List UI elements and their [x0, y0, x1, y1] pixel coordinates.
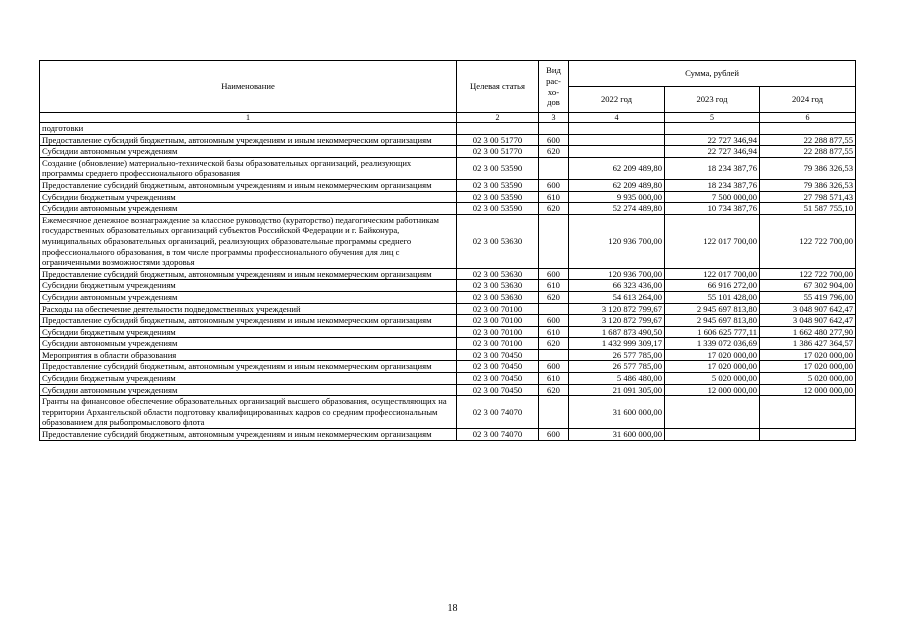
row-sum-2024: 55 419 796,00 [760, 291, 856, 303]
table-row [40, 203, 856, 215]
row-target-article: 02 3 00 53630 [457, 280, 539, 292]
column-index: 2 [457, 113, 539, 123]
table-row [40, 280, 856, 292]
row-target-article: 02 3 00 74070 [457, 429, 539, 441]
row-target-article: 02 3 00 70100 [457, 326, 539, 338]
row-sum-2024 [760, 396, 856, 429]
row-sum-2024: 27 798 571,43 [760, 191, 856, 203]
header-target-article: Целевая статья [457, 61, 539, 113]
row-sum-2024: 3 048 907 642,47 [760, 303, 856, 315]
row-target-article: 02 3 00 70100 [457, 315, 539, 327]
row-sum-2022: 9 935 000,00 [569, 191, 665, 203]
row-sum-2023: 18 234 387,76 [665, 179, 760, 191]
row-expense-type: 600 [539, 134, 569, 146]
row-target-article: 02 3 00 70100 [457, 338, 539, 350]
row-sum-2024: 22 288 877,55 [760, 146, 856, 158]
row-sum-2023: 10 734 387,76 [665, 203, 760, 215]
row-expense-type [539, 123, 569, 135]
row-expense-type [539, 303, 569, 315]
row-name: Субсидии бюджетным учреждениям [40, 280, 457, 292]
row-expense-type: 620 [539, 384, 569, 396]
row-name: Субсидии автономным учреждениям [40, 203, 457, 215]
column-index: 1 [40, 113, 457, 123]
row-sum-2023: 2 945 697 813,80 [665, 315, 760, 327]
row-expense-type: 610 [539, 191, 569, 203]
row-sum-2024: 79 386 326,53 [760, 157, 856, 179]
table-row [40, 303, 856, 315]
row-sum-2022: 26 577 785,00 [569, 349, 665, 361]
page-number: 18 [447, 603, 458, 614]
row-expense-type [539, 214, 569, 268]
row-name: Предоставление субсидий бюджетным, автономным учреждениям и иным некоммерческим организациям [40, 268, 457, 280]
row-expense-type: 600 [539, 268, 569, 280]
table-row [40, 338, 856, 350]
row-sum-2022: 120 936 700,00 [569, 214, 665, 268]
row-name: Расходы на обеспечение деятельности подведомственных учреждений [40, 303, 457, 315]
row-sum-2022: 21 091 305,00 [569, 384, 665, 396]
row-sum-2024: 3 048 907 642,47 [760, 315, 856, 327]
column-index: 6 [760, 113, 856, 123]
row-sum-2022: 120 936 700,00 [569, 268, 665, 280]
row-sum-2023: 2 945 697 813,80 [665, 303, 760, 315]
header-sum: Сумма, рублей [569, 61, 856, 87]
row-name: Субсидии бюджетным учреждениям [40, 191, 457, 203]
row-target-article: 02 3 00 70450 [457, 361, 539, 373]
row-target-article: 02 3 00 70450 [457, 349, 539, 361]
row-name: Предоставление субсидий бюджетным, автономным учреждениям и иным некоммерческим организациям [40, 315, 457, 327]
row-sum-2024: 17 020 000,00 [760, 349, 856, 361]
row-target-article [457, 123, 539, 135]
row-expense-type: 610 [539, 373, 569, 385]
row-sum-2022: 62 209 489,80 [569, 157, 665, 179]
row-sum-2024: 122 722 700,00 [760, 214, 856, 268]
header-expense-type: Вид рас- хо- дов [539, 61, 569, 113]
table-row [40, 191, 856, 203]
column-index: 5 [665, 113, 760, 123]
row-name: Субсидии автономным учреждениям [40, 146, 457, 158]
row-target-article: 02 3 00 70450 [457, 373, 539, 385]
row-expense-type: 610 [539, 326, 569, 338]
row-sum-2024 [760, 429, 856, 441]
row-expense-type: 620 [539, 146, 569, 158]
row-sum-2023: 122 017 700,00 [665, 268, 760, 280]
row-sum-2024: 22 288 877,55 [760, 134, 856, 146]
row-sum-2022: 1 432 999 309,17 [569, 338, 665, 350]
row-sum-2024: 1 386 427 364,57 [760, 338, 856, 350]
row-sum-2022: 1 687 873 490,50 [569, 326, 665, 338]
row-sum-2023: 5 020 000,00 [665, 373, 760, 385]
header-year-2023: 2023 год [665, 87, 760, 113]
row-sum-2024: 51 587 755,10 [760, 203, 856, 215]
row-sum-2023: 1 339 072 036,69 [665, 338, 760, 350]
row-name: Мероприятия в области образования [40, 349, 457, 361]
column-index-row [40, 113, 856, 123]
column-index: 4 [569, 113, 665, 123]
row-sum-2024: 79 386 326,53 [760, 179, 856, 191]
row-sum-2023: 55 101 428,00 [665, 291, 760, 303]
row-name: Субсидии автономным учреждениям [40, 384, 457, 396]
table-row [40, 268, 856, 280]
table-row [40, 361, 856, 373]
row-sum-2022: 31 600 000,00 [569, 429, 665, 441]
row-expense-type: 600 [539, 315, 569, 327]
table-row [40, 384, 856, 396]
row-sum-2022: 66 323 436,00 [569, 280, 665, 292]
header-year-2022: 2022 год [569, 87, 665, 113]
row-sum-2024: 122 722 700,00 [760, 268, 856, 280]
row-sum-2024: 5 020 000,00 [760, 373, 856, 385]
row-expense-type: 600 [539, 179, 569, 191]
row-sum-2023: 22 727 346,94 [665, 134, 760, 146]
row-target-article: 02 3 00 53630 [457, 291, 539, 303]
column-index: 3 [539, 113, 569, 123]
table-row [40, 123, 856, 135]
row-target-article: 02 3 00 53590 [457, 203, 539, 215]
table-row [40, 315, 856, 327]
row-sum-2024: 67 302 904,00 [760, 280, 856, 292]
row-name: Субсидии бюджетным учреждениям [40, 373, 457, 385]
row-sum-2024: 17 020 000,00 [760, 361, 856, 373]
row-expense-type: 620 [539, 291, 569, 303]
header-year-2024: 2024 год [760, 87, 856, 113]
row-name: Субсидии автономным учреждениям [40, 291, 457, 303]
row-target-article: 02 3 00 70100 [457, 303, 539, 315]
row-sum-2024: 1 662 480 277,90 [760, 326, 856, 338]
row-target-article: 02 3 00 53630 [457, 214, 539, 268]
row-target-article: 02 3 00 53630 [457, 268, 539, 280]
table-row [40, 396, 856, 429]
row-name: Предоставление субсидий бюджетным, автономным учреждениям и иным некоммерческим организациям [40, 429, 457, 441]
header-name: Наименование [40, 61, 457, 113]
row-sum-2022: 62 209 489,80 [569, 179, 665, 191]
row-name: Субсидии автономным учреждениям [40, 338, 457, 350]
row-sum-2022: 3 120 872 799,67 [569, 303, 665, 315]
row-sum-2022 [569, 123, 665, 135]
row-sum-2022 [569, 134, 665, 146]
table-row [40, 179, 856, 191]
row-sum-2022: 3 120 872 799,67 [569, 315, 665, 327]
row-name: Предоставление субсидий бюджетным, автономным учреждениям и иным некоммерческим организациям [40, 134, 457, 146]
row-sum-2022 [569, 146, 665, 158]
table-row [40, 373, 856, 385]
row-sum-2023 [665, 429, 760, 441]
row-sum-2023: 66 916 272,00 [665, 280, 760, 292]
row-sum-2023 [665, 123, 760, 135]
row-sum-2024 [760, 123, 856, 135]
row-name: Предоставление субсидий бюджетным, автономным учреждениям и иным некоммерческим организациям [40, 179, 457, 191]
table-row [40, 326, 856, 338]
row-sum-2023 [665, 396, 760, 429]
row-expense-type: 610 [539, 280, 569, 292]
table-row [40, 429, 856, 441]
table-row [40, 146, 856, 158]
row-sum-2023: 7 500 000,00 [665, 191, 760, 203]
row-target-article: 02 3 00 51770 [457, 134, 539, 146]
row-name: Предоставление субсидий бюджетным, автономным учреждениям и иным некоммерческим организациям [40, 361, 457, 373]
row-expense-type: 600 [539, 361, 569, 373]
table-row [40, 134, 856, 146]
row-target-article: 02 3 00 51770 [457, 146, 539, 158]
table-row [40, 291, 856, 303]
row-expense-type [539, 396, 569, 429]
table-row [40, 349, 856, 361]
row-sum-2023: 22 727 346,94 [665, 146, 760, 158]
row-target-article: 02 3 00 70450 [457, 384, 539, 396]
row-expense-type: 620 [539, 338, 569, 350]
row-sum-2024: 12 000 000,00 [760, 384, 856, 396]
row-sum-2023: 122 017 700,00 [665, 214, 760, 268]
row-sum-2023: 12 000 000,00 [665, 384, 760, 396]
row-sum-2023: 1 606 625 777,11 [665, 326, 760, 338]
row-sum-2023: 17 020 000,00 [665, 361, 760, 373]
row-sum-2022: 52 274 489,80 [569, 203, 665, 215]
row-name: Создание (обновление) материально-технической базы образовательных организаций, реализующих программы среднего профессионального образования [40, 157, 457, 179]
row-target-article: 02 3 00 53590 [457, 191, 539, 203]
row-sum-2022: 54 613 264,00 [569, 291, 665, 303]
row-target-article: 02 3 00 74070 [457, 396, 539, 429]
row-expense-type: 620 [539, 203, 569, 215]
row-name: Гранты на финансовое обеспечение образовательных организаций высшего образования, осуществляющих на территории Архангельской области подготовку квалифицированных кадров со средним профессиональным образованием для рыбопромыслового флота [40, 396, 457, 429]
row-sum-2022: 31 600 000,00 [569, 396, 665, 429]
table-row [40, 214, 856, 268]
row-name: Субсидии бюджетным учреждениям [40, 326, 457, 338]
row-name: подготовки [40, 123, 457, 135]
row-sum-2023: 18 234 387,76 [665, 157, 760, 179]
row-expense-type [539, 157, 569, 179]
row-target-article: 02 3 00 53590 [457, 157, 539, 179]
row-sum-2023: 17 020 000,00 [665, 349, 760, 361]
budget-table [39, 60, 856, 441]
row-target-article: 02 3 00 53590 [457, 179, 539, 191]
table-row [40, 157, 856, 179]
row-expense-type: 600 [539, 429, 569, 441]
row-expense-type [539, 349, 569, 361]
row-sum-2022: 26 577 785,00 [569, 361, 665, 373]
row-name: Ежемесячное денежное вознаграждение за классное руководство (кураторство) педагогическим работникам государственных образовательных организаций субъектов Российской Федерации и г. Байконура, муниципальных образовательных организаций, реализующих образовательные программы среднего профессионального образования, в том числе программы профессионального обучения для лиц с ограниченными возможностями здоровья [40, 214, 457, 268]
row-sum-2022: 5 486 480,00 [569, 373, 665, 385]
